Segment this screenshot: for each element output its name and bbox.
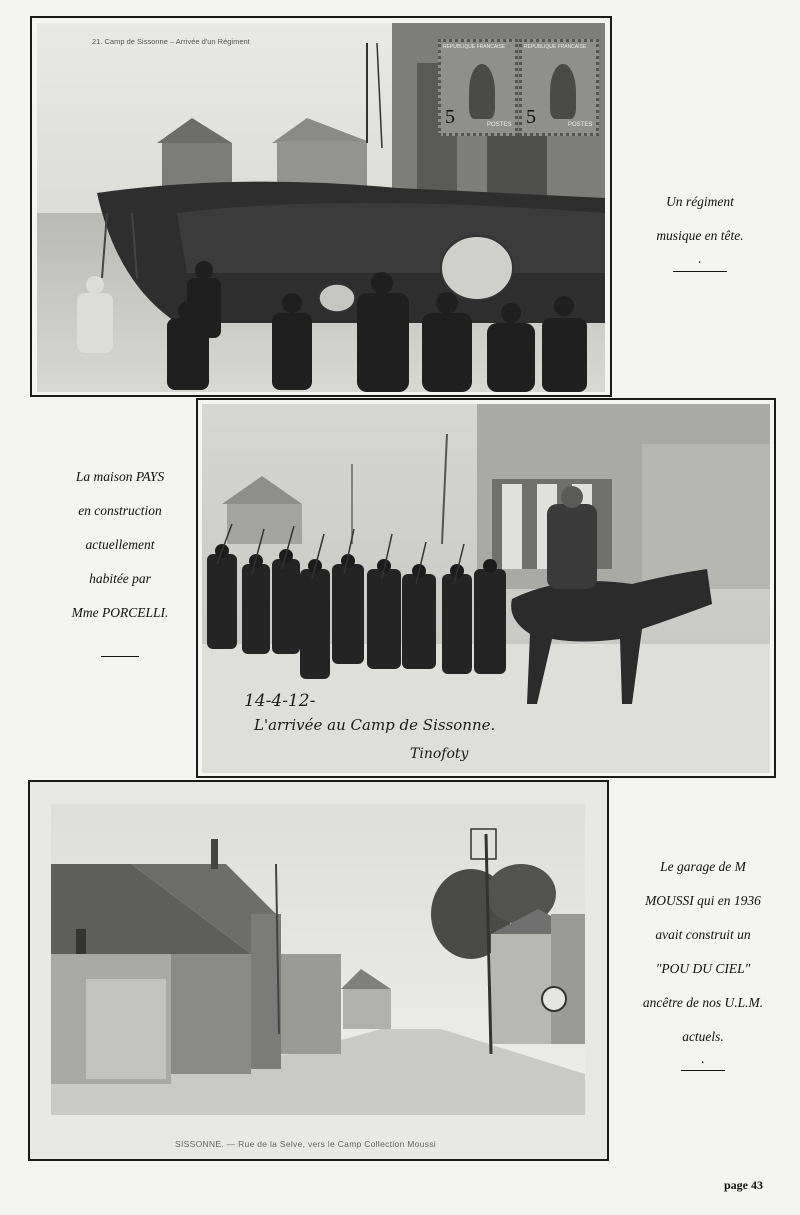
caption-maison-pays: [40, 460, 200, 657]
caption-regiment: [630, 185, 770, 272]
page-number: page 43: [724, 1178, 763, 1192]
stamp-left-header: REPUBLIQUE FRANCAISE: [443, 44, 506, 50]
postcard-2-handwritten-text: L'arrivée au Camp de Sissonne.: [254, 716, 496, 734]
caption-garage-moussi: [620, 850, 786, 1071]
postcard-1-photo: [37, 23, 605, 392]
caption-line: Un régiment: [666, 194, 734, 209]
stamp-right-sower-figure: [550, 64, 576, 119]
caption-line: musique en tête.: [656, 228, 744, 243]
caption-line: .: [701, 1051, 705, 1066]
postcard-1-frame: [30, 16, 612, 397]
stamp-right-value: 5: [526, 106, 536, 128]
caption-divider: [673, 271, 727, 272]
stamp-left-sower-figure: [469, 64, 495, 119]
postcard-3-photo: [51, 804, 585, 1115]
stamp-right-label: POSTES: [568, 122, 593, 128]
caption-line: actuels.: [682, 1029, 724, 1044]
postcard-3-frame: [28, 780, 609, 1161]
postcard-3-printed-caption: SISSONNE. — Rue de la Selve, vers le Camp Collection Moussi: [175, 1139, 436, 1149]
caption-line: MOUSSI qui en 1936: [645, 893, 761, 908]
postcard-1-printed-title: 21. Camp de Sissonne – Arrivée d'un Régiment: [92, 37, 250, 46]
caption-line: .: [698, 251, 702, 266]
caption-line: ancêtre de nos U.L.M.: [642, 995, 764, 1010]
caption-line: La maison PAYS: [75, 469, 165, 484]
postage-stamp-left: [438, 39, 518, 136]
caption-line: Mme PORCELLI.: [71, 605, 169, 620]
postcard-2-handwritten-signature: Tinofoty: [410, 746, 469, 762]
caption-line: habitée par: [89, 571, 151, 586]
postcard-2-photo: [202, 404, 770, 773]
stamp-left-value: 5: [445, 106, 455, 128]
caption-line: en construction: [78, 503, 162, 518]
stamp-left-label: POSTES: [487, 122, 512, 128]
caption-line: Le garage de M: [660, 859, 746, 874]
postcard-2-frame: [196, 398, 776, 778]
stamp-right-header: REPUBLIQUE FRANCAISE: [524, 44, 587, 50]
caption-divider: [681, 1070, 725, 1071]
caption-line: actuellement: [85, 537, 155, 552]
postage-stamp-right: [519, 39, 599, 136]
postcard-2-handwritten-date: 14-4-12-: [244, 691, 316, 711]
caption-line: avait construit un: [655, 927, 751, 942]
caption-line: "POU DU CIEL": [655, 961, 751, 976]
caption-divider: [101, 656, 139, 657]
